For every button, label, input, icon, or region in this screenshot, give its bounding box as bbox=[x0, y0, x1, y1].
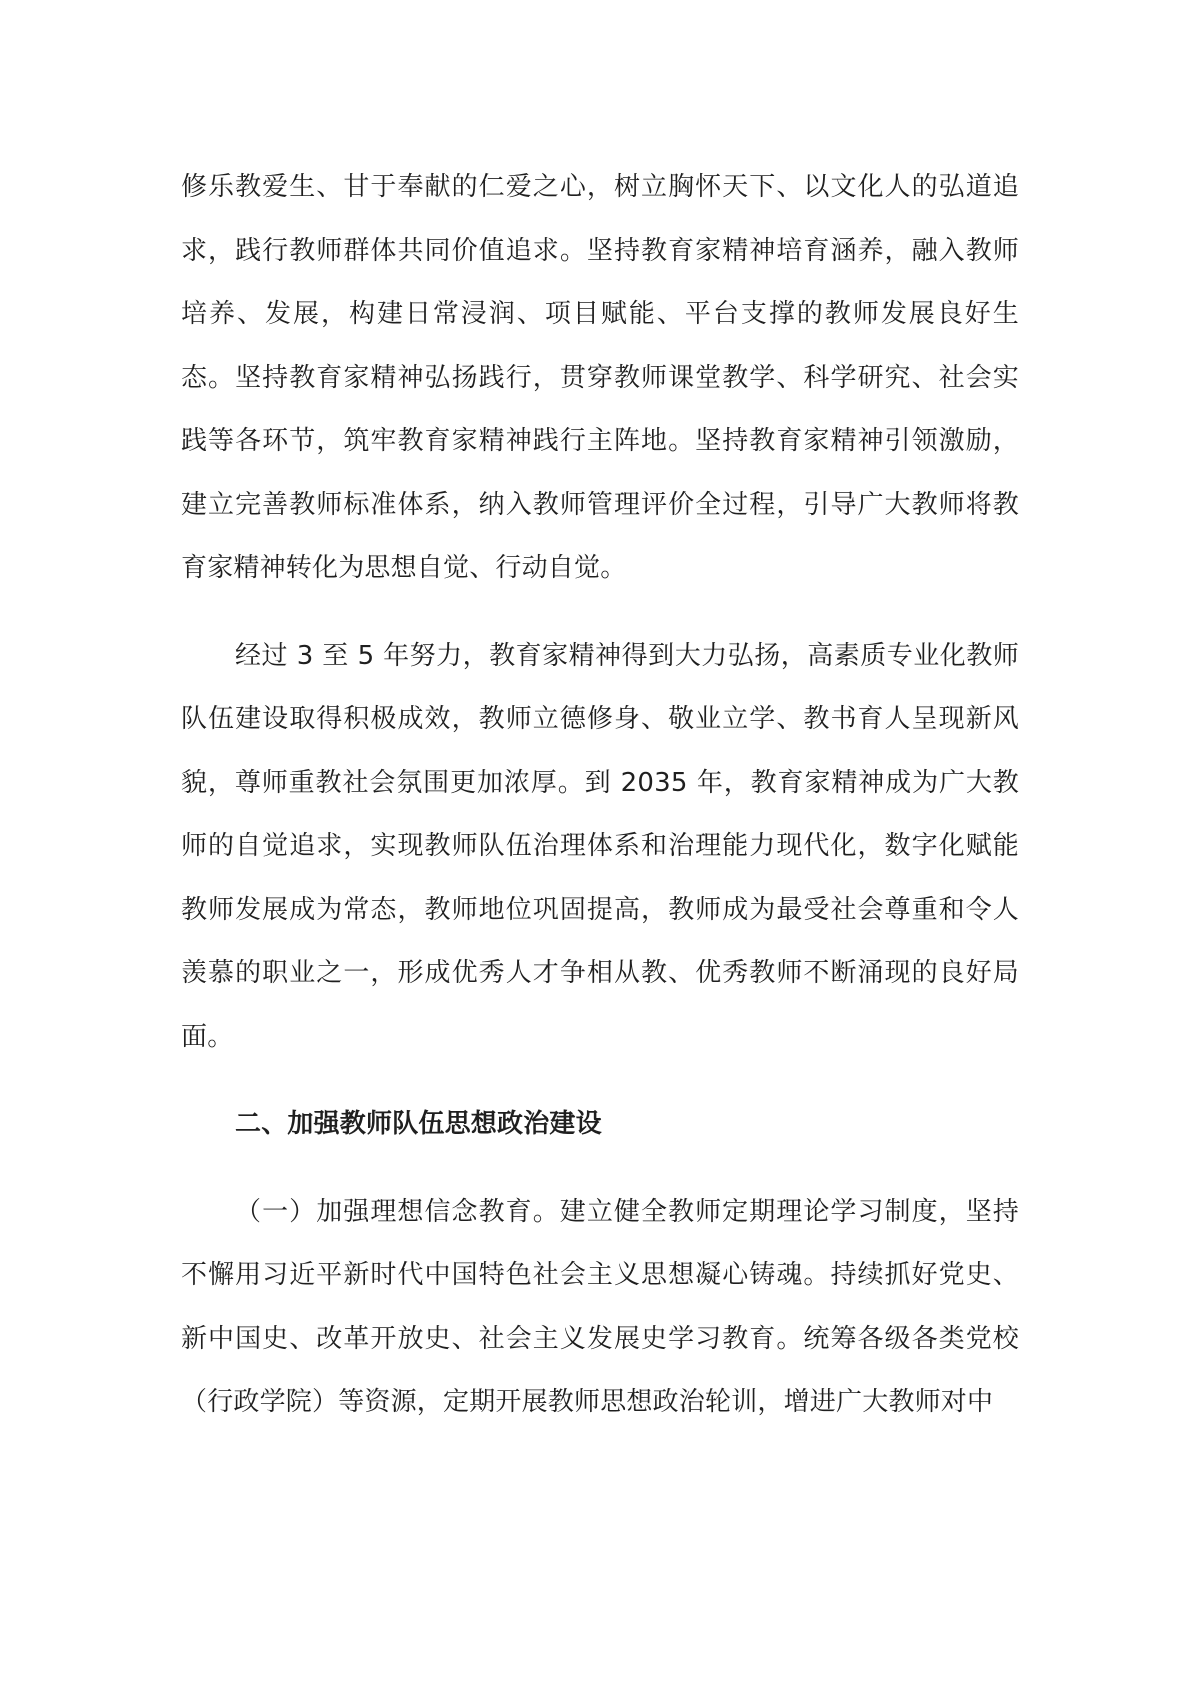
body-paragraph: （一）加强理想信念教育。建立健全教师定期理论学习制度，坚持不懈用习近平新时代中国特色社会主义思想凝心铸魂。持续抓好党史、新中国史、改革开放史、社会主义发展史学习教育。统筹各级各类党校（行政学院）等资源，定期开展教师思想政治轮训，增进广大教师对中 bbox=[181, 1196, 1019, 1417]
body-paragraph: 修乐教爱生、甘于奉献的仁爱之心，树立胸怀天下、以文化人的弘道追求，践行教师群体共同价值追求。坚持教育家精神培育涵养，融入教师培养、发展，构建日常浸润、项目赋能、平台支撑的教师发展良好生态。坚持教育家精神弘扬践行，贯穿教师课堂教学、科学研究、社会实践等各环节，筑牢教育家精神践行主阵地。坚持教育家精神引领激励，建立完善教师标准体系，纳入教师管理评价全过程，引导广大教师将教育家精神转化为思想自觉、行动自觉。 bbox=[181, 172, 1019, 583]
paragraph-spacer bbox=[181, 601, 1019, 625]
document-body bbox=[181, 156, 1019, 1435]
paragraph-spacer bbox=[181, 1069, 1019, 1093]
paragraph-spacer bbox=[181, 1157, 1019, 1181]
body-paragraph: 经过 3 至 5 年努力，教育家精神得到大力弘扬，高素质专业化教师队伍建设取得积极成效，教师立德修身、敬业立学、教书育人呈现新风貌，尊师重教社会氛围更加浓厚。到 2035 年，教育家精神成为广大教师的自觉追求，实现教师队伍治理体系和治理能力现代化，数字化赋能教师发展成为常态，教师地位巩固提高，教师成为最受社会尊重和令人羡慕的职业之一，形成优秀人才争相从教、优秀教师不断涌现的良好局面。 bbox=[181, 640, 1019, 1052]
section-heading: 二、加强教师队伍思想政治建设 bbox=[235, 1109, 602, 1139]
